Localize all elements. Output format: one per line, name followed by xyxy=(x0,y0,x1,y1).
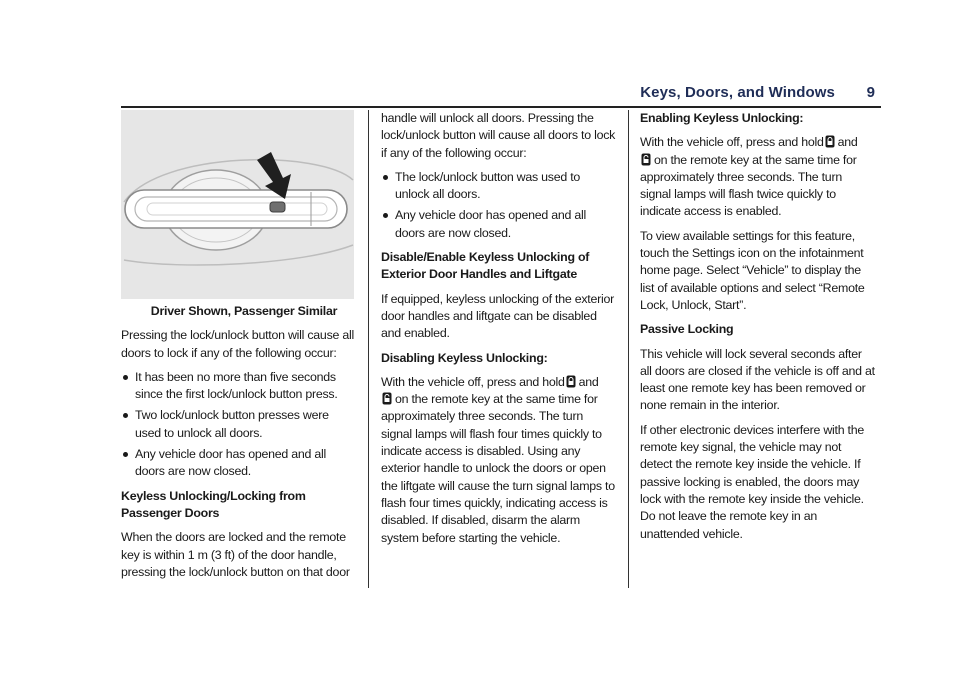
col2-bullet-list xyxy=(381,169,617,242)
instruction-text: on the remote key at the same time for approximately three seconds. The turn signal lamps will flash four times quickly to indicate access is disabled. Using any exterior handle to unlock the doors or open the liftgate will cause the turn signal lamps to flash four times quickly, indicating access is disabled. If disabled, disarm the alarm system before starting the vehicle. xyxy=(381,392,615,545)
col2-instructions xyxy=(381,374,617,547)
col1-paragraph: When the doors are locked and the remote key is within 1 m (3 ft) of the door handle, pressing the lock/unlock button on that door xyxy=(121,530,350,579)
lock-key-icon xyxy=(566,375,576,388)
section-heading: Keyless Unlocking/Locking from Passenger Doors xyxy=(121,488,306,520)
col3-instructions xyxy=(640,134,876,220)
column-divider xyxy=(368,110,369,588)
section-heading: Disable/Enable Keyless Unlocking of Exterior Door Handles and Liftgate xyxy=(381,250,590,282)
col1-intro: Pressing the lock/unlock button will cause all doors to lock if any of the following occur: xyxy=(121,328,354,360)
instruction-text: With the vehicle off, press and hold xyxy=(381,374,565,389)
subheading: Enabling Keyless Unlocking: xyxy=(640,111,804,125)
column-3 xyxy=(640,110,876,550)
door-handle-drawing xyxy=(121,110,354,299)
instruction-text: With the vehicle off, press and hold xyxy=(640,135,824,150)
list-item: Two lock/unlock button presses were used to unlock all doors. xyxy=(121,407,357,442)
column-divider xyxy=(628,110,629,588)
page-header xyxy=(121,84,881,108)
col3-paragraph-2: This vehicle will lock several seconds after all doors are closed if the vehicle is off and at least one remote key has been removed or none remain in the interior. xyxy=(640,346,875,413)
unlock-key-icon xyxy=(641,153,651,166)
section-heading: Passive Locking xyxy=(640,322,734,337)
list-item: The lock/unlock button was used to unlock all doors. xyxy=(381,169,617,204)
instruction-text: and xyxy=(578,374,599,389)
lock-key-icon xyxy=(825,135,835,148)
instruction-text: on the remote key at the same time for approximately three seconds. The turn signal lamps will flash twice quickly to indicate access is enabled. xyxy=(640,152,857,219)
door-handle-illustration xyxy=(121,110,354,299)
column-1 xyxy=(121,110,357,588)
instruction-text: and xyxy=(837,135,858,150)
list-item: Any vehicle door has opened and all doors are now closed. xyxy=(121,446,357,481)
col1-bullet-list xyxy=(121,369,357,481)
section-title: Keys, Doors, and Windows xyxy=(640,84,835,101)
subheading: Disabling Keyless Unlocking: xyxy=(381,350,548,365)
column-2 xyxy=(381,110,617,554)
unlock-key-icon xyxy=(382,392,392,405)
page-number: 9 xyxy=(866,84,875,101)
col3-paragraph-3: If other electronic devices interfere with the remote key signal, the vehicle may not detect the remote key inside the vehicle. If passive locking is enabled, the doors may lock with the remote key inside the vehicle. Do not leave the remote key in an unattended vehicle. xyxy=(640,422,865,541)
col3-paragraph-1: To view available settings for this feature, touch the Settings icon on the infotainment home page. Select “Vehicle” to display the list of available options and select “Remote Lock, Unlock, Start”. xyxy=(640,228,865,312)
list-item: Any vehicle door has opened and all doors are now closed. xyxy=(381,207,617,242)
col2-paragraph-1: handle will unlock all doors. Pressing the lock/unlock button will cause all doors to lock if any of the following occur: xyxy=(381,111,616,160)
col2-paragraph-2: If equipped, keyless unlocking of the exterior door handles and liftgate can be disabled and enabled. xyxy=(381,291,615,341)
list-item: It has been no more than five seconds since the first lock/unlock button press. xyxy=(121,369,357,404)
figure-caption: Driver Shown, Passenger Similar xyxy=(150,304,338,318)
